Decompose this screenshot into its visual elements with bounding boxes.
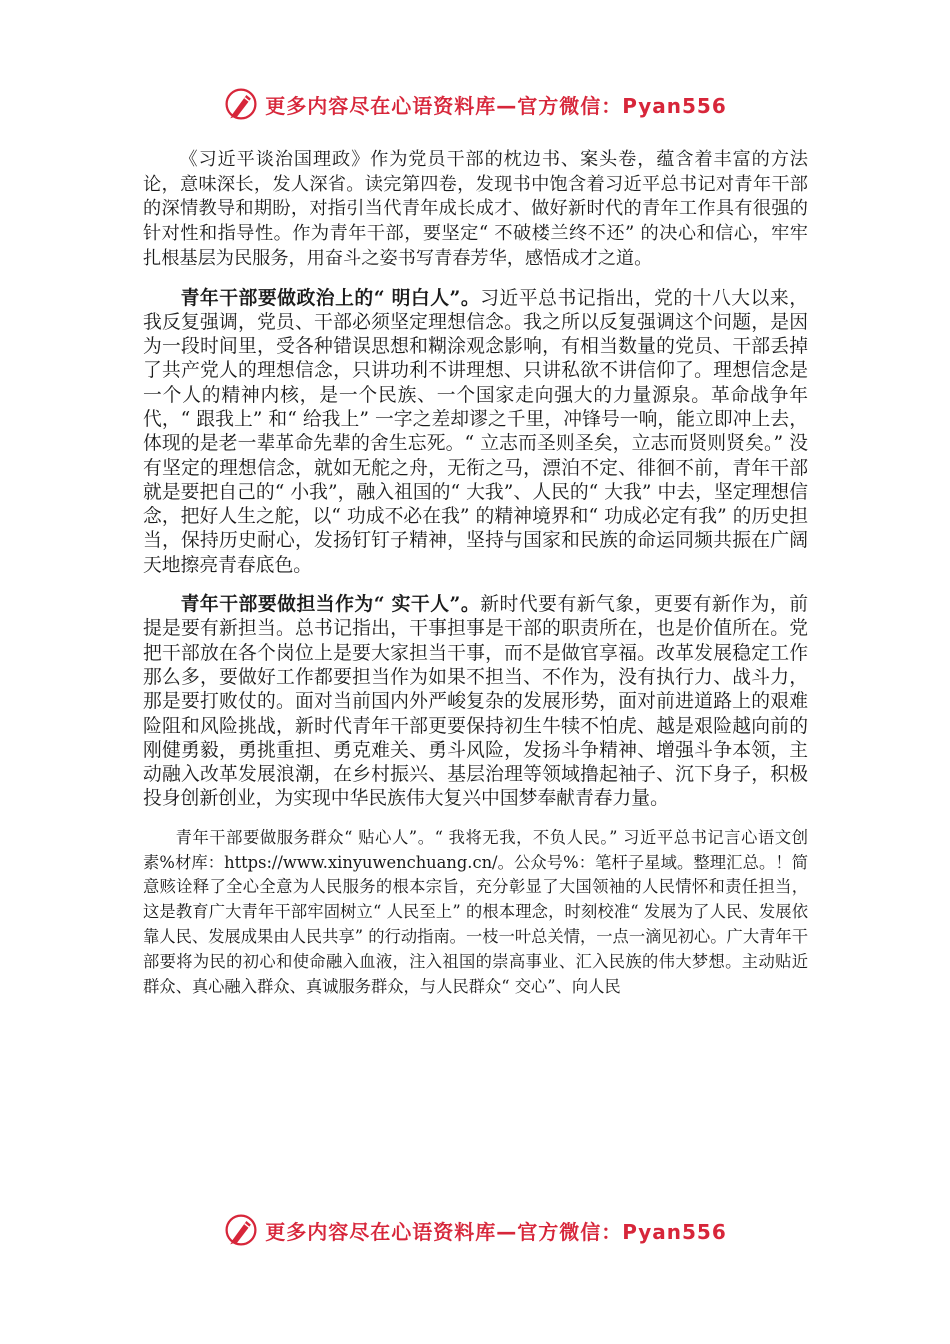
pen-nib-logo-icon [223, 1212, 259, 1248]
paragraph-intro: 《习近平谈治国理政》作为党员干部的枕边书、案头卷，蕴含着丰富的方法论，意味深长，发人深省。读完第四卷，发现书中饱含着习近平总书记对青年干部的深情教导和期盼，对指引当代青年成长成才、做好新时代的青年工作具有很强的针对性和指导性。作为青年干部，要坚定“ 不破楼兰终不还” 的决心和信心，牢牢扎根基层为民服务，用奋斗之姿书写青春芳华，感悟成才之道。 [143, 149, 808, 269]
paragraph-service: 青年干部要做服务群众“ 贴心人”。“ 我将无我，不负人民。” 习近平总书记言心语文创素%材库：https://www.xinyuwenchuang.cn/。公众号%：笔杆子星域。整理汇总。！简意赅诠释了全心全意为人民服务的根本宗旨，充分彰显了大国领袖的人民情怀和责任担当，这是教育广大青年干部牢固树立“ 人民至上” 的根本理念，时刻校准“ 发展为了人民、发展依靠人民、发展成果由人民共享” 的行动指南。一枝一叶总关情，一点一滴见初心。广大青年干部要将为民的初心和使命融入血液，注入祖国的崇高事业、汇入民族的伟大梦想。主动贴近群众、真心融入群众、真诚服务群众，与人民群众“ 交心”、向人民 [143, 827, 808, 996]
paragraph-text: 新时代要有新气象，更要有新作为，前提是要有新担当。总书记指出，干事担事是干部的职责所在，也是价值所在。党把干部放在各个岗位上是要大家担当干事，而不是做官享福。改革发展稳定工作那么多，要做好工作都要担当作为如果不担当、不作为，没有执行力、战斗力，那是要打败仗的。面对当前国内外严峻复杂的发展形势，面对前进道路上的艰难险阻和风险挑战，新时代青年干部更要保持初生牛犊不怕虎、越是艰险越向前的刚健勇毅，勇挑重担、勇克难关、勇斗风险，发扬斗争精神、增强斗争本领，主动融入改革发展浪潮，在乡村振兴、基层治理等领域撸起袖子、沉下身子，积极投身创新创业，为实现中华民族伟大复兴中国梦奉献青春力量。 [143, 594, 808, 810]
paragraph-heading: 青年干部要做担当作为“ 实干人”。 [180, 593, 481, 616]
article-body [143, 148, 808, 1158]
paragraph-political [143, 286, 808, 579]
footer-banner [0, 1208, 950, 1252]
pen-nib-logo-icon [223, 86, 259, 122]
paragraph-heading: 青年干部要做政治上的“ 明白人”。 [180, 286, 481, 309]
header-banner-text: 更多内容尽在心语资料库—官方微信：Pyan556 [265, 93, 727, 118]
paragraph-text: 习近平总书记指出，党的十八大以来，我反复强调，党员、干部必须坚定理想信念。我之所以反复强调这个问题，是因为一段时间里，受各种错误思想和糊涂观念影响，有相当数量的党员、干部丢掉了共产党人的理想信念，只讲功利不讲理想、只讲私欲不讲信仰了。理想信念是一个人的精神内核，是一个民族、一个国家走向强大的力量源泉。革命战争年代，“ 跟我上” 和“ 给我上” 一字之差却谬之千里，冲锋号一响，能立即冲上去，体现的是老一辈革命先辈的舍生忘死。“ 立志而圣则圣矣，立志而贤则贤矣。” 没有坚定的理想信念，就如无舵之舟，无衔之马，漂泊不定、徘徊不前，青年干部就是要把自己的“ 小我”，融入祖国的“ 大我”、人民的“ 大我” 中去，坚定理想信念，把好人生之舵，以“ 功成不必在我” 的精神境界和“ 功成必定有我” 的历史担当，保持历史耐心，发扬钉钉子精神，坚持与国家和民族的命运同频共振在广阔天地擦亮青春底色。 [143, 287, 808, 576]
paragraph-responsibility [143, 592, 808, 812]
header-banner [0, 82, 950, 126]
footer-banner-text: 更多内容尽在心语资料库—官方微信：Pyan556 [265, 1219, 727, 1244]
